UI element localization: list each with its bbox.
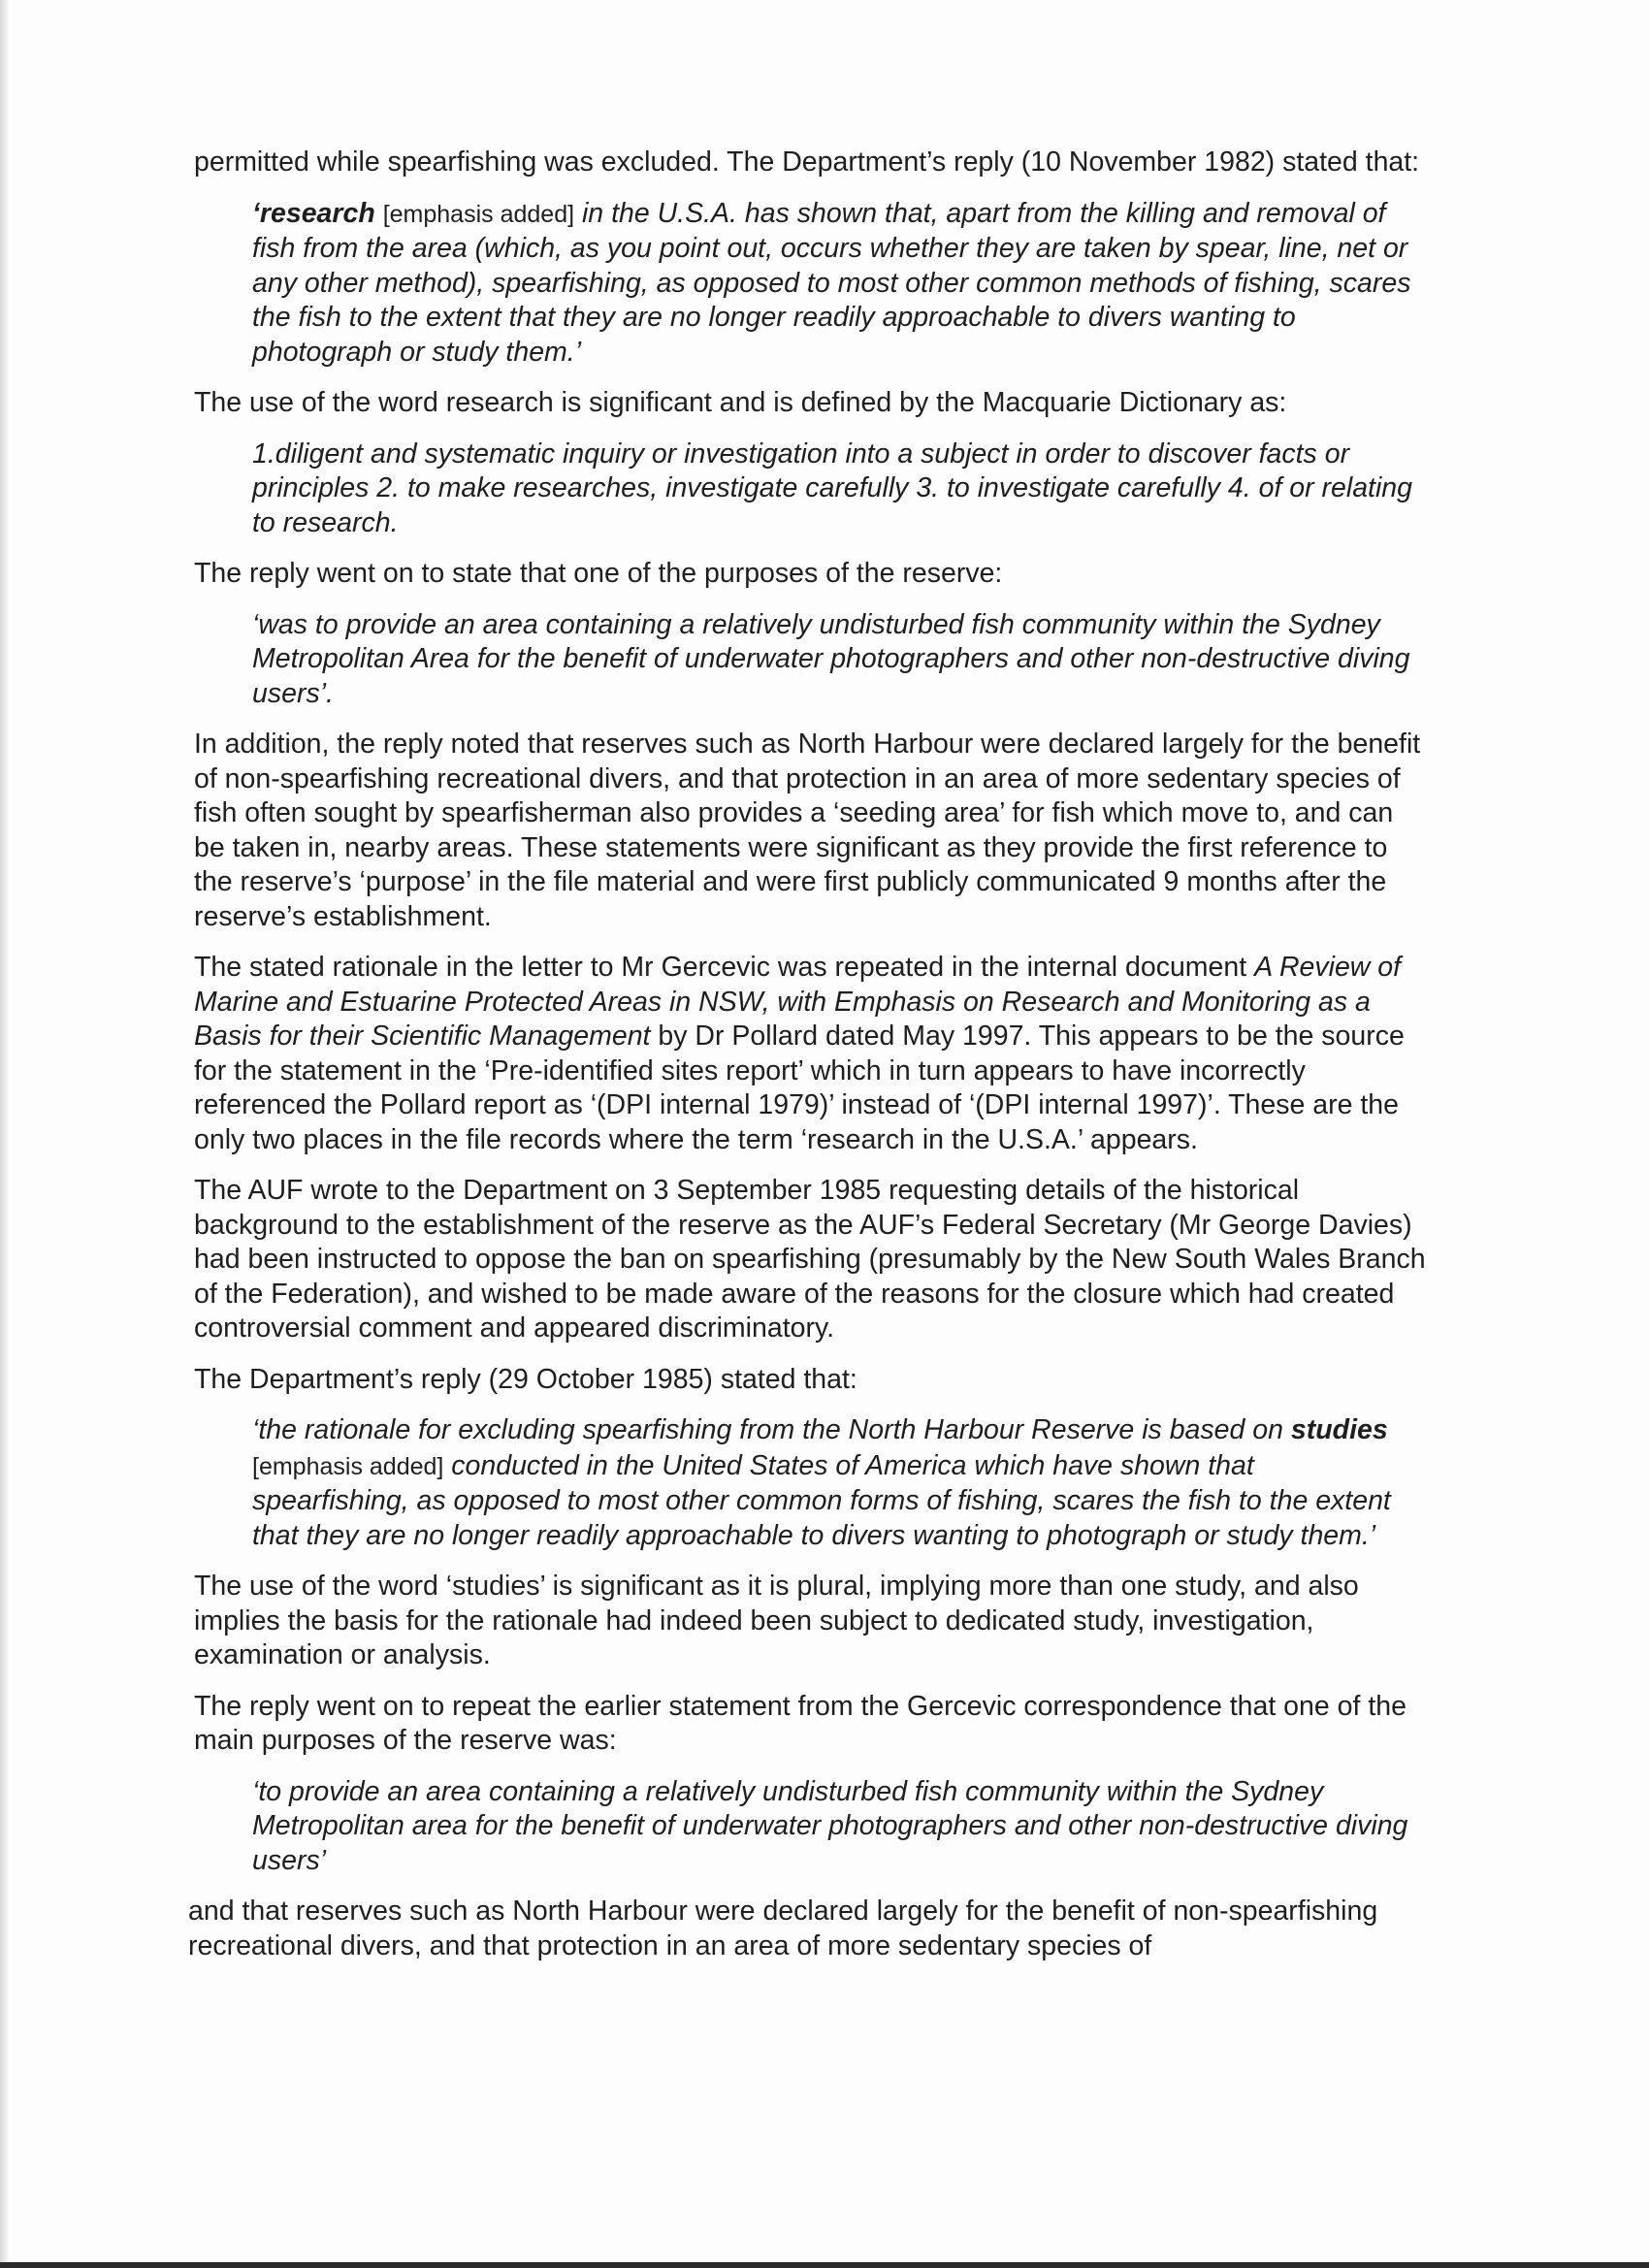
paragraph-6: The AUF wrote to the Department on 3 September 1985 requesting details of the historical background to the establishment of the reserve as the AUF’s Federal Secretary (Mr George Davies) had been instructed to oppose the ban on spearfishing (presumably by the New South Wales Branch of the Federation), and wished to be made aware of the reasons for the closure which had created controversial comment and appeared discriminatory. [194, 1175, 1426, 1344]
paragraph-1: permitted while spearfishing was excluded. The Department’s reply (10 November 1982) stated that: [194, 146, 1420, 178]
paragraph-5-document-title: A Review of Marine and Estuarine Protected Areas in NSW, with Emphasis on Research and Monitoring as a Basis for their Scientific Management [194, 952, 1402, 1052]
quote-reserve-purpose: ‘was to provide an area containing a relatively undisturbed fish community within the Sydney Metropolitan Area for the benefit of underwater photographers and other non-destructive diving users’. [252, 608, 1410, 709]
quote-studies-emphasis-note: [emphasis added] [252, 1452, 444, 1480]
scan-edge-bottom [0, 2262, 1649, 2268]
document-body [188, 146, 1426, 1980]
paragraph-10: and that reserves such as North Harbour were declared largely for the benefit of non-spearfishing recreational divers, and that protection in an area of more sedentary species of [188, 1895, 1378, 1961]
paragraph-2: The use of the word research is significant and is defined by the Macquarie Dictionary as: [194, 387, 1287, 418]
quote-research-text: in the U.S.A. has shown that, apart from the killing and removal of fish from the area (which, as you point out, occurs whether they are taken by spear, line, net or any other method), spearfishing, as opposed to most other common methods of fishing, scares the fish to the extent that they are no longer readily approachable to divers wanting to photograph or study them.’ [252, 197, 1411, 368]
scan-shadow-left [0, 0, 10, 2268]
quote-reserve-purpose-repeat: ‘to provide an area containing a relatively undisturbed fish community within the Sydney Metropolitan area for the benefit of underwater photographers and other non-destructive diving users’ [252, 1775, 1408, 1876]
paragraph-5-text-a: The stated rationale in the letter to Mr Gercevic was repeated in the internal document [194, 952, 1255, 983]
quote-dictionary-definition: 1.diligent and systematic inquiry or investigation into a subject in order to discover facts or principles 2. to make researches, investigate carefully 3. to investigate carefully 4. of or relating to research. [252, 437, 1413, 538]
quote-research-emphasis-note: [emphasis added] [382, 200, 575, 228]
paragraph-8: The use of the word ‘studies’ is significant as it is plural, implying more than one study, and also implies the basis for the rationale had indeed been subject to dedicated study, investigation, examination or analysis. [194, 1571, 1359, 1670]
quote-studies-text-a: ‘the rationale for excluding spearfishing from the North Harbour Reserve is based on [252, 1414, 1291, 1445]
paragraph-5 [194, 951, 1426, 1157]
paragraph-7: The Department’s reply (29 October 1985) stated that: [194, 1363, 857, 1395]
quote-studies-bold: studies [1290, 1414, 1388, 1445]
paragraph-3: The reply went on to state that one of the purposes of the reserve: [194, 558, 1003, 589]
quote-research [252, 197, 1416, 371]
paragraph-4: In addition, the reply noted that reserves such as North Harbour were declared largely for the benefit of non-spearfishing recreational divers, and that protection in an area of more sedentary species of fish often sought by spearfisherman also provides a ‘seeding area’ for fish which move to, and can be taken in, nearby areas. These statements were significant as they provide the first reference to the reserve’s ‘purpose’ in the file material and were first publicly communicated 9 months after the reserve’s establishment. [194, 729, 1421, 932]
quote-research-bold: ‘research [252, 197, 375, 229]
quote-studies-text-b: conducted in the United States of America which have shown that spearfishing, as opposed to most other common forms of fishing, scares the fish to the extent that they are no longer readily approachable to divers wanting to photograph or study them.’ [252, 1449, 1391, 1551]
paragraph-9: The reply went on to repeat the earlier statement from the Gercevic correspondence that one of the main purposes of the reserve was: [194, 1690, 1406, 1756]
paragraph-5-text-b: by Dr Pollard dated May 1997. This appears to be the source for the statement in the ‘Pre-identified sites report’ which in turn appears to have incorrectly referenced the Pollard report as ‘(DPI internal 1979)’ instead of ‘(DPI internal 1997)’. These are the only two places in the file records where the term ‘research in the U.S.A.’ appears. [194, 1021, 1405, 1155]
quote-studies [252, 1413, 1416, 1553]
